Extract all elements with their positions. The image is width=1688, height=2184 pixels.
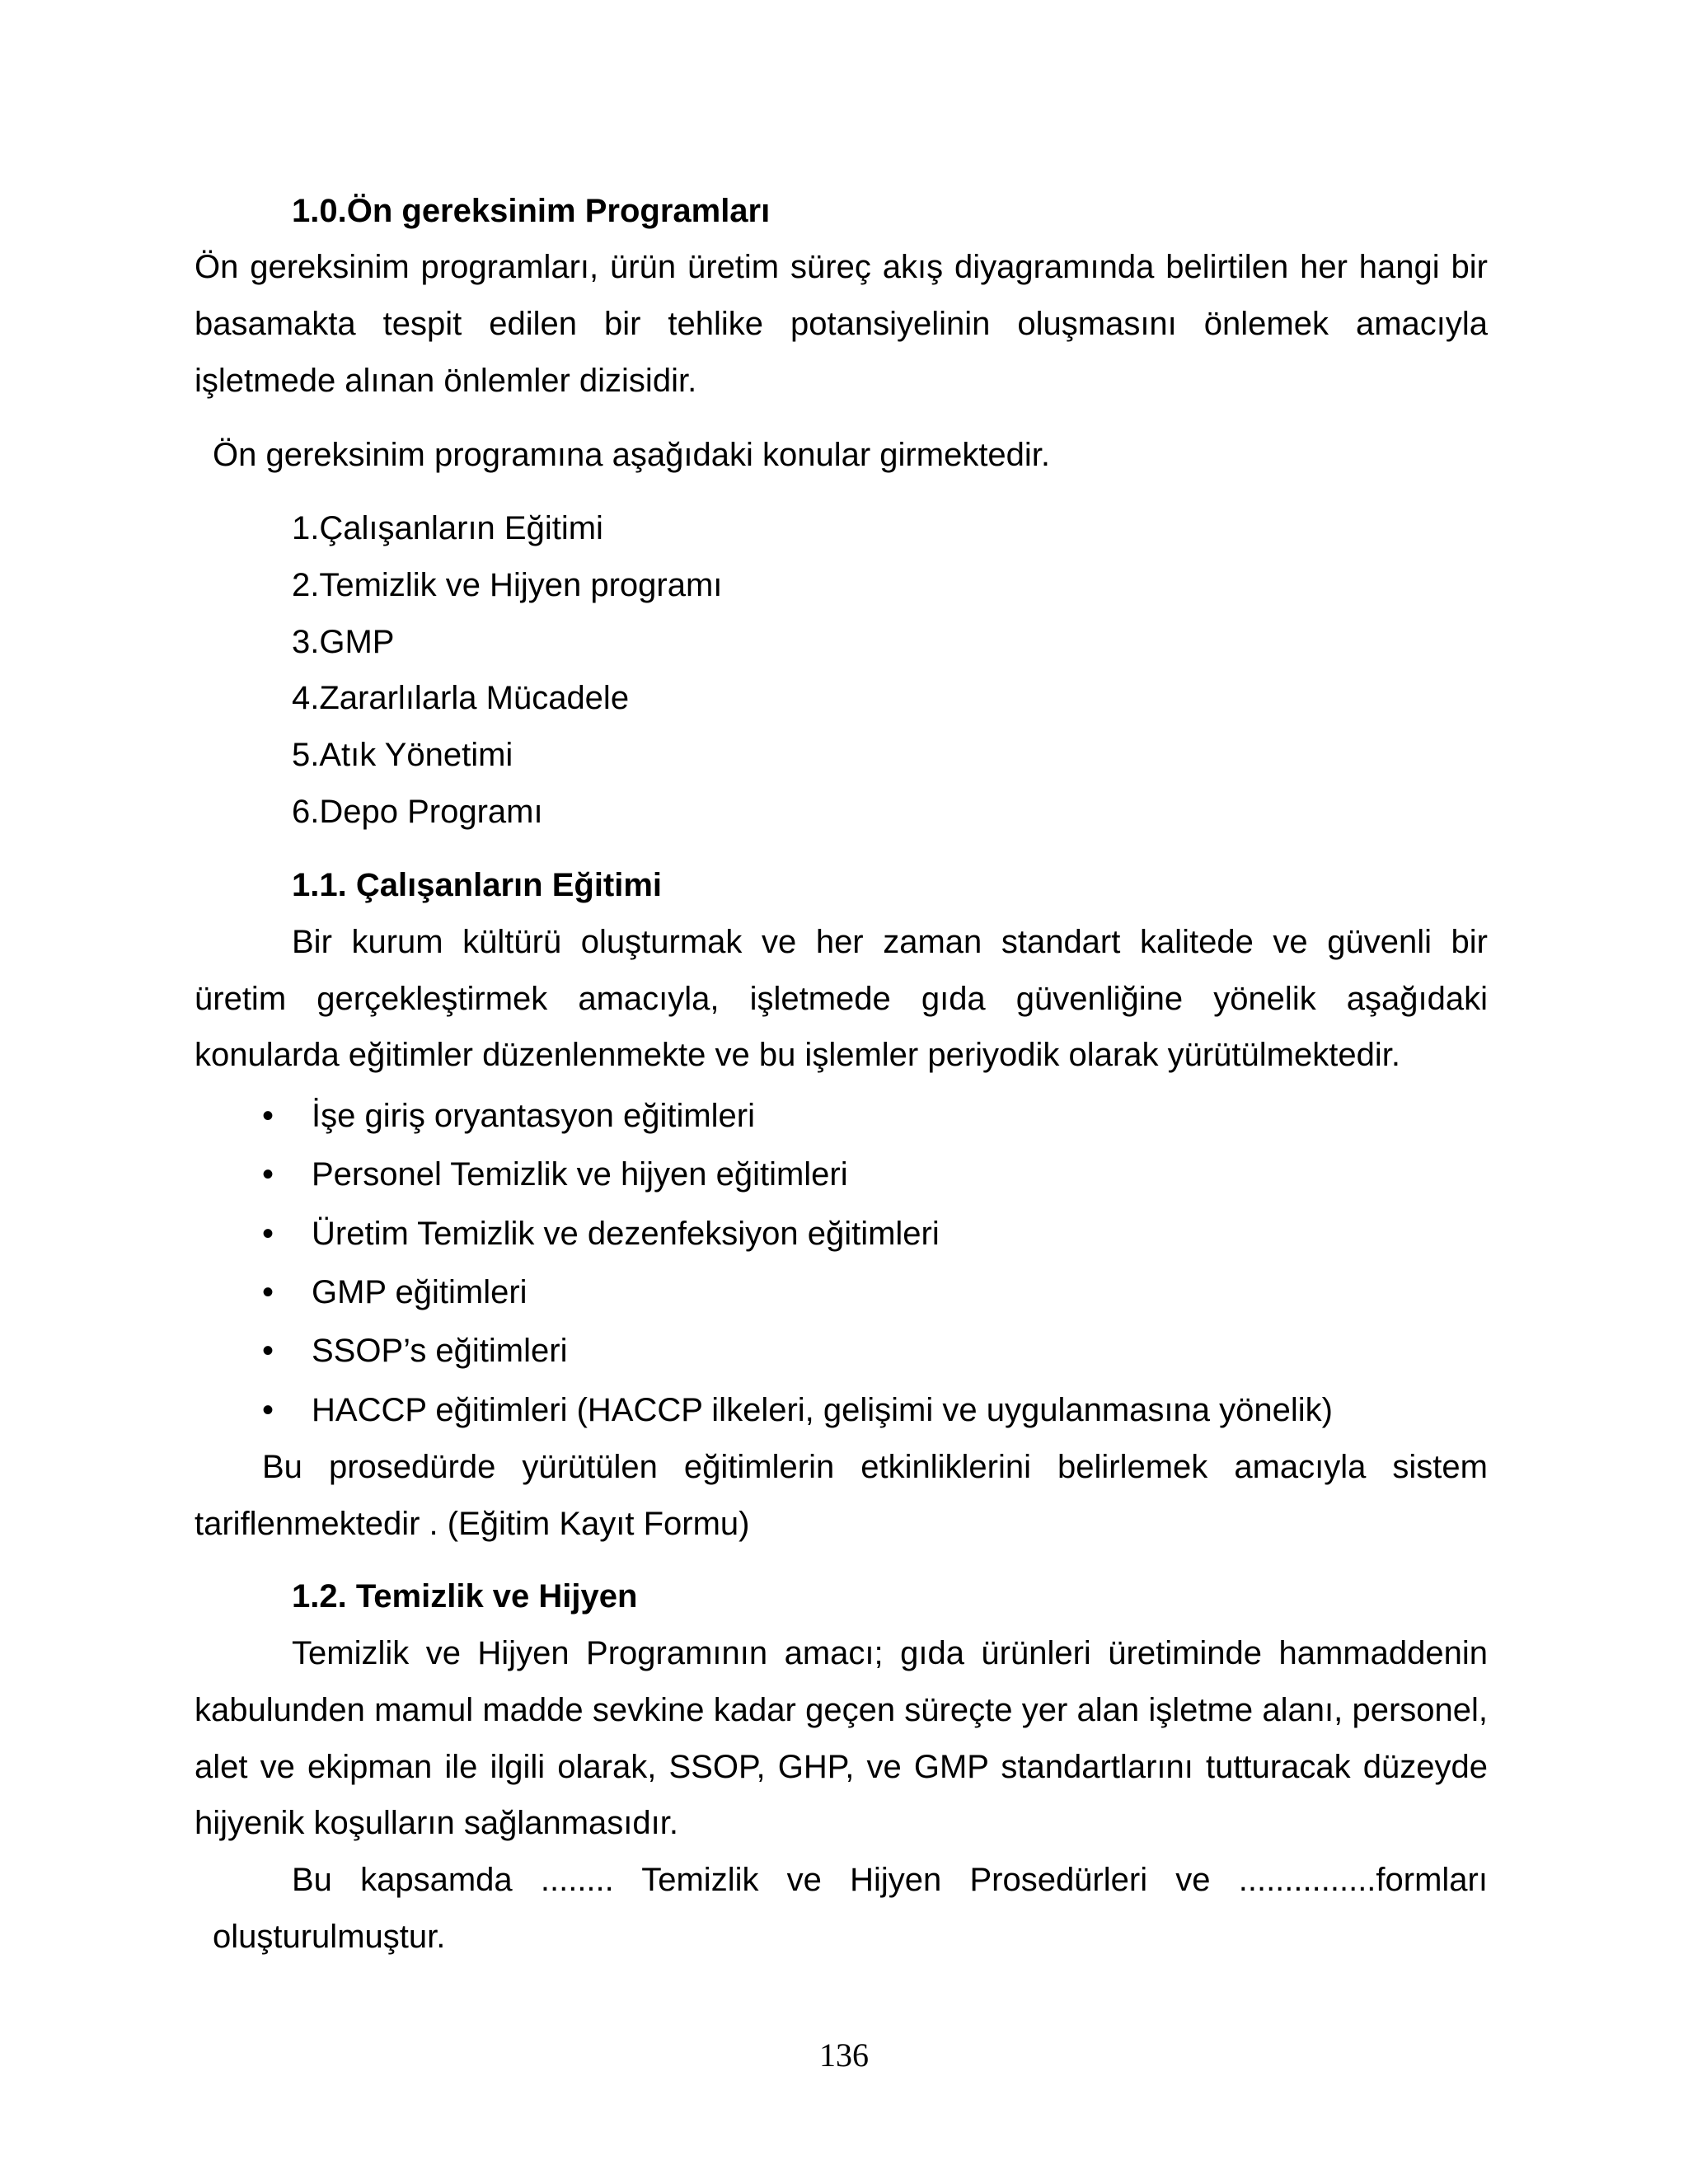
program-list-item: 5.Atık Yönetimi <box>292 737 513 773</box>
bullet-icon: • <box>262 1333 274 1369</box>
bullet-text: Üretim Temizlik ve dezenfeksiyon eğitimleri <box>312 1216 940 1252</box>
bullet-icon: • <box>262 1098 274 1134</box>
bullet-icon: • <box>262 1216 274 1252</box>
bullet-text: GMP eğitimleri <box>312 1274 528 1310</box>
intro-line-2: basamakta tespit edilen bir tehlike potansiyelinin oluşmasını önlemek amacıyla <box>195 306 1488 342</box>
program-list-intro: Ön gereksinim programına aşağıdaki konular girmektedir. <box>213 437 1051 473</box>
section-heading-1-2: 1.2. Temizlik ve Hijyen <box>292 1578 638 1615</box>
bullet-text: İşe giriş oryantasyon eğitimleri <box>312 1098 755 1134</box>
intro-line-1: Ön gereksinim programları, ürün üretim süreç akış diyagramında belirtilen her hangi bir <box>195 249 1488 285</box>
bullet-icon: • <box>262 1392 274 1428</box>
intro-line-3: işletmede alınan önlemler dizisidir. <box>195 363 697 399</box>
training-para-line-3: konularda eğitimler düzenlenmekte ve bu işlemler periyodik olarak yürütülmektedir. <box>195 1037 1400 1073</box>
training-para-line-1: Bir kurum kültürü oluşturmak ve her zaman standart kalitede ve güvenli bir <box>292 924 1488 960</box>
program-list-item: 6.Depo Programı <box>292 794 543 830</box>
training-closing-line-2: tariflenmektedir . (Eğitim Kayıt Formu) <box>195 1506 750 1542</box>
section-heading-1-0: 1.0.Ön gereksinim Programları <box>292 193 771 229</box>
hygiene-para-line-3: alet ve ekipman ile ilgili olarak, SSOP, GHP, ve GMP standartlarını tutturacak düzeyde <box>195 1749 1488 1785</box>
page-number: 136 <box>819 2036 869 2074</box>
bullet-text: Personel Temizlik ve hijyen eğitimleri <box>312 1156 848 1193</box>
hygiene-closing-line-2: oluşturulmuştur. <box>213 1919 446 1955</box>
program-list-item: 1.Çalışanların Eğitimi <box>292 510 603 546</box>
program-list-item: 4.Zararlılarla Mücadele <box>292 680 630 716</box>
hygiene-para-line-1: Temizlik ve Hijyen Programının amacı; gıda ürünleri üretiminde hammaddenin <box>292 1635 1488 1671</box>
bullet-text: HACCP eğitimleri (HACCP ilkeleri, gelişimi ve uygulanmasına yönelik) <box>312 1392 1333 1428</box>
hygiene-para-line-2: kabulunden mamul madde sevkine kadar geçen süreçte yer alan işletme alanı, personel, <box>195 1692 1488 1728</box>
hygiene-para-line-4: hijyenik koşulların sağlanmasıdır. <box>195 1805 678 1841</box>
training-para-line-2: üretim gerçekleştirmek amacıyla, işletmede gıda güvenliğine yönelik aşağıdaki <box>195 981 1488 1017</box>
program-list-item: 2.Temizlik ve Hijyen programı <box>292 567 723 603</box>
bullet-icon: • <box>262 1274 274 1310</box>
bullet-icon: • <box>262 1156 274 1193</box>
hygiene-closing-line-1: Bu kapsamda ........ Temizlik ve Hijyen Prosedürleri ve ...............formları <box>292 1862 1488 1898</box>
bullet-text: SSOP’s eğitimleri <box>312 1333 568 1369</box>
program-list-item: 3.GMP <box>292 624 395 660</box>
training-closing-line-1: Bu prosedürde yürütülen eğitimlerin etkinliklerini belirlemek amacıyla sistem <box>262 1449 1488 1485</box>
section-heading-1-1: 1.1. Çalışanların Eğitimi <box>292 867 663 903</box>
